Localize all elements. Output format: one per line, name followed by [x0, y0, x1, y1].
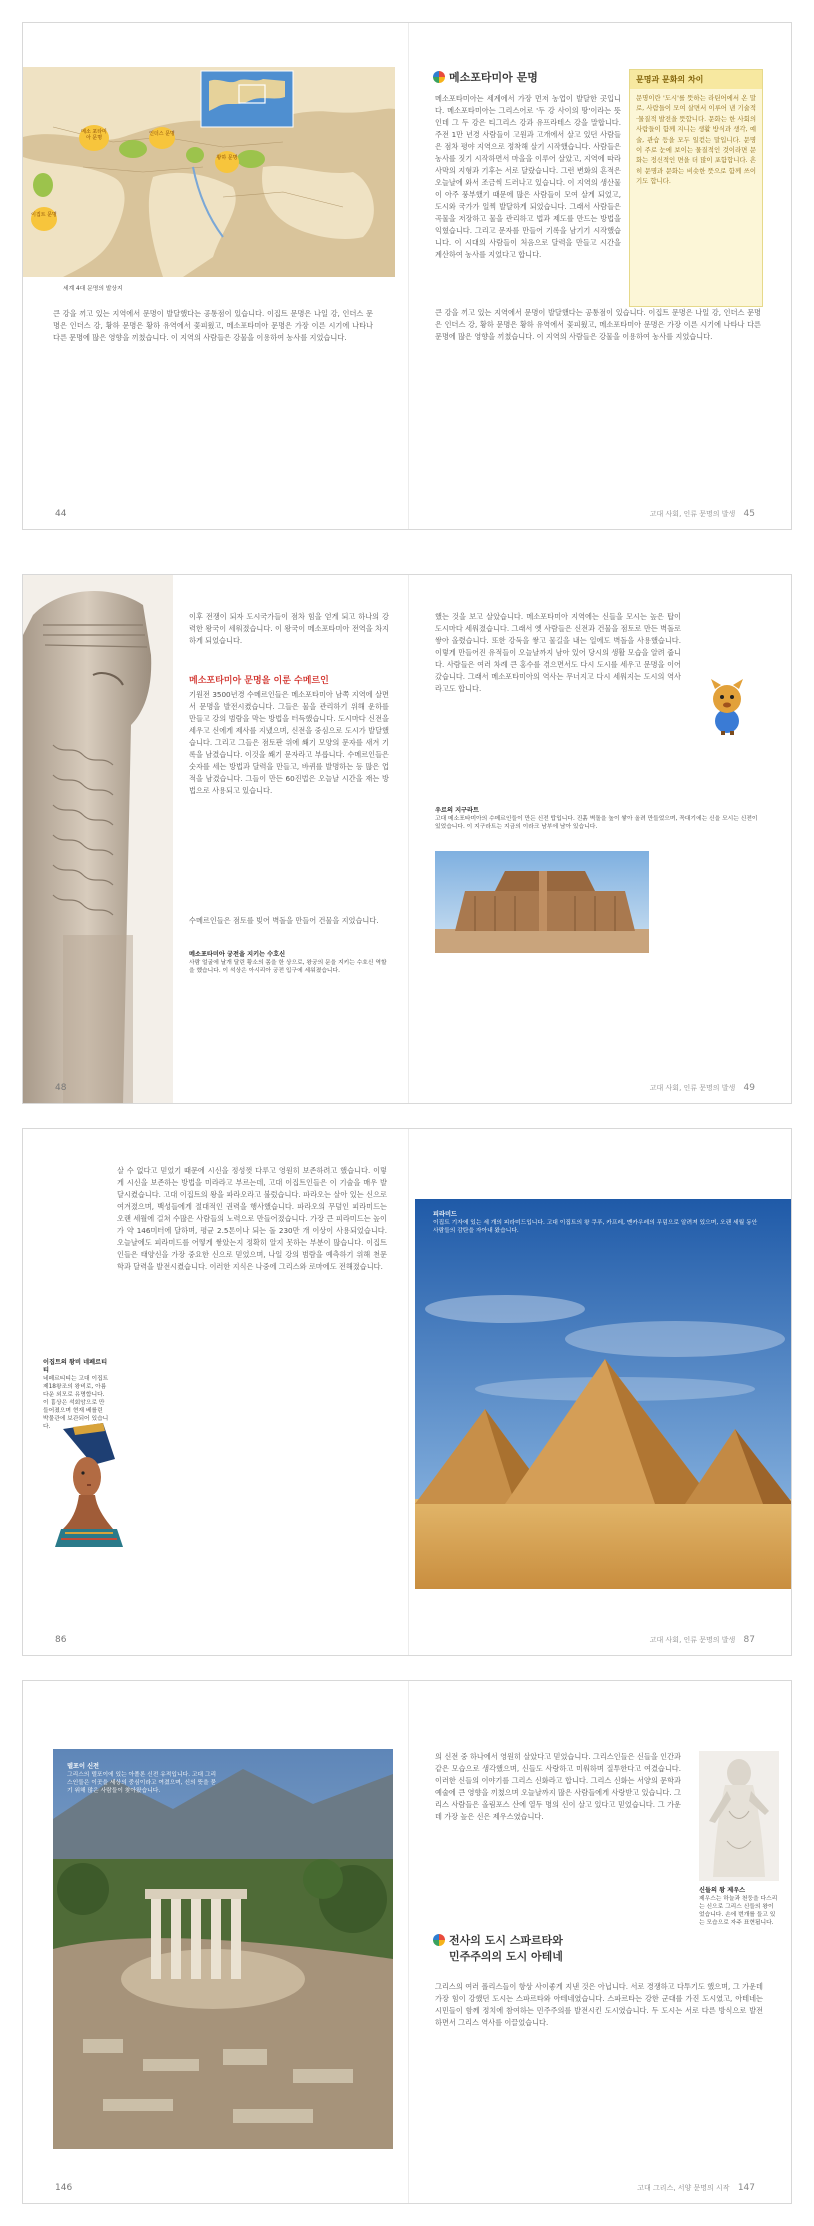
- ziggurat-photo: [435, 851, 649, 953]
- pyramid-caption-title: 피라미드: [433, 1211, 457, 1218]
- cartoon-mascot-icon: [703, 675, 753, 735]
- body-text-right: 했는 것을 보고 살았습니다. 메소포타미아 지역에는 신들을 모시는 높은 탑이 도시마다 세워졌습니다. 그래서 옛 사람들은 신전과 건물을 점토로 만든 벽돌로 쌓아 올렸습니다. 또한 강둑을 쌓고 물길을 내는 일에도 벽돌을 사용했습니다. 이렇게 만들어진 유적들이 오늘날까지 남아 있어 당시의 생활 모습을 알려 줍니다. 사람들은 여러 차례 큰 홍수를 겪으면서도 다시 도시를 세우고 문명을 이어 갔습니다. 그래서 메소포타미아의 역사는 무너지고 다시 세워지는 도시의 역사라고도 합니다.: [435, 612, 681, 693]
- map-label-indus: 인더스 문명: [149, 127, 175, 149]
- pyramid-caption: [433, 1211, 763, 1235]
- body-text-main: 메소포타미아는 세계에서 가장 먼저 농업이 발달한 곳입니다. 메소포타미아는 그리스어로 '두 강 사이의 땅'이라는 뜻인데 그 두 강은 티그리스 강과 유프라테스 강을 말합니다. 주전 1만 년경 사람들이 고원과 고개에서 살고 있던 사람들은 점차 평야 지역으로 정착해 살기 시작했습니다. 사람들은 농사를 짓기 시작하면서 마을을 이루어 살았고, 지역에 따라 사막의 지형과 기후는 서로 달랐습니다. 그런 변화의 흔적은 오늘날에 와서 조금씩 드러나고 있습니다. 이 지역의 생산물이 아주 풍부했기 때문에 많은 사람들이 모여 살게 되었고, 도시와 국가가 일찍 발달하게 되었습니다. 그래서 사람들은 곡물을 저장하고 물을 관리하고 법과 제도를 만드는 방법을 익혔습니다. 그리고 문자를 만들어 기록을 남기기 시작했습니다. 이 시대의 사람들이 처음으로 달력을 만들고 시간을 계산하여 농사를 지었다고 합니다.: [435, 94, 621, 259]
- gutter: [408, 1681, 409, 2203]
- footer-text: 고대 그리스, 서양 문명의 시작: [637, 2184, 730, 2192]
- section-heading: [433, 1933, 563, 1965]
- footer-text: 고대 사회, 인류 문명의 발생: [649, 510, 736, 518]
- lamassu-statue-image: [23, 575, 173, 1104]
- gutter: [408, 575, 409, 1103]
- zeus-caption-title: 신들의 왕 제우스: [699, 1887, 746, 1894]
- ziggurat-caption-title: 우르의 지구라트: [435, 807, 479, 814]
- statue-caption-text: 사람 얼굴에 날개 달린 황소의 몸을 한 상으로, 왕궁의 문을 지키는 수호신 역할을 했습니다. 이 석상은 아시리아 궁전 입구에 세워졌습니다.: [189, 960, 387, 974]
- body-text-bottom-right: 그리스의 여러 폴리스들이 항상 사이좋게 지낸 것은 아닙니다. 서로 경쟁하고 다투기도 했으며, 그 가운데 가장 힘이 강했던 도시는 스파르타와 아테네였습니다. 스파르타는 강한 군대를 가진 도시였고, 아테네는 시민들이 함께 정치에 참여하는 민주주의를 발전시킨 도시였습니다. 두 도시는 서로 다른 방식으로 발전하면서 그리스 역사를 이끌었습니다.: [435, 1982, 763, 2027]
- body-text-main-continued: 큰 강을 끼고 있는 지역에서 문명이 발달했다는 공통점이 있습니다. 이집트 문명은 나일 강, 인더스 문명은 인더스 강, 황하 문명은 황하 유역에서 꽃피웠고, 메소포타미아 문명은 가장 이른 시기에 나타나 다른 문명에 많은 영향을 끼쳤습니다. 이 지역의 사람들은 강물을 이용하여 농사를 지었습니다.: [435, 308, 761, 341]
- zeus-statue-image: [699, 1751, 779, 1881]
- colorful-bullet-icon: [433, 71, 445, 83]
- statue-caption-title: 메소포타미아 궁전을 지키는 수호신: [189, 951, 286, 958]
- nefertiti-caption-title: 이집트의 왕비 네페르티티: [43, 1359, 108, 1374]
- sidebar-text: 문명이란 '도시'를 뜻하는 라틴어에서 온 말로, 사람들이 모여 살면서 이루어 낸 기술적·물질적 발전을 뜻합니다. 문화는 한 사회의 사람들이 함께 지니는 생활 방식과 생각, 예술, 관습 등을 모두 일컫는 말입니다. 문명이 주로 눈에 보이는 물질적인 것이라면 문화는 정신적인 면을 더 많이 포함합니다. 흔히 문명과 문화는 비슷한 뜻으로 함께 쓰이기도 합니다.: [636, 94, 756, 186]
- heading-line-1: 전사의 도시 스파르타와: [449, 1934, 563, 1947]
- page-footer: [650, 509, 755, 519]
- ziggurat-caption: [435, 807, 759, 831]
- statue-caption: [189, 951, 389, 975]
- book-spread-3: [22, 1128, 792, 1656]
- pyramid-caption-text: 이집트 기자에 있는 세 개의 피라미드입니다. 고대 이집트의 왕 쿠푸, 카프레, 멘카우레의 무덤으로 알려져 있으며, 오랜 세월 동안 사람들의 감탄을 자아내 왔습니다.: [433, 1220, 758, 1234]
- page-number-right: 45: [743, 509, 755, 519]
- zeus-caption-text: 제우스는 하늘과 천둥을 다스리는 신으로 그리스 신들의 왕이었습니다. 손에 번개를 들고 있는 모습으로 자주 표현됩니다.: [699, 1896, 778, 1926]
- body-text-bottom-left: 큰 강을 끼고 있는 지역에서 문명이 발달했다는 공통점이 있습니다. 이집트 문명은 나일 강, 인더스 문명은 인더스 강, 황하 문명은 황하 유역에서 꽃피웠고, 메소포타미아 문명은 가장 이른 시기에 나타나 다른 문명에 많은 영향을 끼쳤습니다. 이 지역의 사람들은 강물을 이용하여 농사를 지었습니다.: [53, 309, 373, 342]
- zeus-caption: [699, 1887, 779, 1927]
- pyramids-photo: [415, 1199, 792, 1589]
- nefertiti-bust-image: [43, 1419, 133, 1549]
- gutter: [408, 1129, 409, 1655]
- body-text-left-tail: 수메르인들은 점토를 빚어 벽돌을 만들어 건물을 지었습니다.: [189, 916, 379, 925]
- page-number-left: 44: [55, 509, 67, 519]
- body-text-left: 기원전 3500년경 수메르인들은 메소포타미아 남쪽 지역에 살면서 문명을 발전시켰습니다. 그들은 물을 관리하기 위해 운하를 만들고 강의 범람을 막는 방법을 터득했습니다. 도시마다 신전을 세우고 신에게 제사를 지냈으며, 신전을 중심으로 도시가 발달했습니다. 그리고 그들은 점토판 위에 쐐기 모양의 문자를 새겨 기록을 남겼습니다. 이것을 쐐기 문자라고 부릅니다. 수메르인들은 숫자를 세는 방법과 달력을 만들고, 바퀴를 발명하는 등 많은 업적을 남겼습니다. 그들이 만든 60진법은 오늘날 시간을 재는 방법으로 사용되고 있습니다.: [189, 690, 389, 795]
- page-number-right: 147: [737, 2183, 755, 2193]
- delphi-caption-text: 그리스의 델포이에 있는 아폴론 신전 유적입니다. 고대 그리스인들은 이곳을 세상의 중심이라고 여겼으며, 신의 뜻을 묻기 위해 많은 사람들이 찾아왔습니다.: [67, 1772, 217, 1794]
- page-number-left: 48: [55, 1083, 67, 1093]
- page-footer: [637, 2183, 755, 2193]
- ziggurat-caption-text: 고대 메소포타미아의 수메르인들이 만든 신전 탑입니다. 진흙 벽돌을 높이 쌓아 올려 만들었으며, 꼭대기에는 신을 모시는 신전이 있었습니다. 이 지구라트는 지금의 이라크 남부에 남아 있습니다.: [435, 816, 758, 830]
- book-spread-4: [22, 1680, 792, 2204]
- sidebar-box: [629, 69, 763, 307]
- body-text-left: 살 수 없다고 믿었기 때문에 시신을 정성껏 다루고 영원히 보존하려고 했습니다. 이렇게 시신을 보존하는 방법을 미라라고 부르는데, 고대 이집트인들은 이 기술을 매우 발달시켰습니다. 고대 이집트의 왕을 파라오라고 불렀습니다. 파라오는 살아 있는 신으로 여겨졌으며, 백성들에게 절대적인 권력을 행사했습니다. 파라오의 무덤인 피라미드는 오랜 세월에 걸쳐 수많은 사람들의 노력으로 만들어졌습니다. 가장 큰 피라미드는 높이가 약 146미터에 달하며, 평균 2.5톤이나 되는 돌 230만 개 이상이 사용되었습니다. 오늘날에도 피라미드를 어떻게 쌓았는지 정확히 알지 못하는 부분이 많습니다. 이집트인들은 태양신을 가장 중요한 신으로 믿었으며, 나일 강의 범람을 예측하기 위해 천문학과 달력을 발전시켰습니다. 이러한 지식은 나중에 그리스와 로마에도 전해졌습니다.: [117, 1166, 387, 1271]
- body-text-top-right: 의 신전 중 하나에서 영원히 살았다고 믿었습니다. 그리스인들은 신들을 인간과 같은 모습으로 생각했으며, 신들도 사랑하고 미워하며 질투한다고 여겼습니다. 이러한 신들의 이야기를 그리스 신화라고 합니다. 그리스 신화는 서양의 문학과 예술에 큰 영향을 끼쳤으며 오늘날까지 많은 사람들에게 사랑받고 있습니다. 그리스 사람들은 올림포스 산에 열두 명의 신이 살고 있다고 믿었습니다. 그 가운데 가장 높은 신은 제우스였습니다.: [435, 1752, 681, 1821]
- intro-text: 이후 전쟁이 되자 도시국가들이 점차 힘을 얻게 되고 하나의 강력한 왕국이 세워졌습니다. 이 왕국이 메소포타미아 전역을 차지하게 되었습니다.: [189, 612, 389, 645]
- book-spread-2: [22, 574, 792, 1104]
- heading-text: 메소포타미아 문명: [449, 71, 538, 84]
- page-number-right: 87: [743, 1635, 755, 1645]
- page-footer: [650, 1635, 755, 1645]
- sidebar-title: 문명과 문화의 차이: [630, 70, 762, 89]
- gutter: [408, 23, 409, 529]
- map-caption: 세계 4대 문명의 발상지: [63, 286, 123, 292]
- section-heading: [433, 69, 538, 85]
- red-subheading: 메소포타미아 문명을 이룬 수메르인: [189, 676, 329, 686]
- heading-line-2: 민주주의의 도시 아테네: [449, 1950, 563, 1963]
- map-label-china: 황하 문명: [215, 151, 239, 173]
- page-number-right: 49: [743, 1083, 755, 1093]
- book-spread-1: [22, 22, 792, 530]
- map-label-egypt: 이집트 문명: [31, 207, 57, 231]
- delphi-caption-title: 델포이 신전: [67, 1763, 100, 1770]
- nefertiti-caption-text: 네페르티티는 고대 이집트 제18왕조의 왕비로, 아름다운 외모로 유명합니다. 이 흉상은 석회암으로 만들어졌으며 현재 베를린 박물관에 보관되어 있습니다.: [43, 1376, 109, 1430]
- delphi-caption: [67, 1763, 217, 1795]
- page-footer: [650, 1083, 755, 1093]
- page-number-left: 86: [55, 1635, 67, 1645]
- world-map-image: [23, 67, 395, 277]
- map-label-mesopotamia: 메소 포타미아 문명: [79, 125, 109, 151]
- footer-text: 고대 사회, 인류 문명의 발생: [649, 1084, 736, 1092]
- colorful-bullet-icon: [433, 1934, 445, 1946]
- footer-text: 고대 사회, 인류 문명의 발생: [649, 1636, 736, 1644]
- delphi-temple-photo: [53, 1749, 393, 2149]
- page-number-left: 146: [55, 2183, 73, 2193]
